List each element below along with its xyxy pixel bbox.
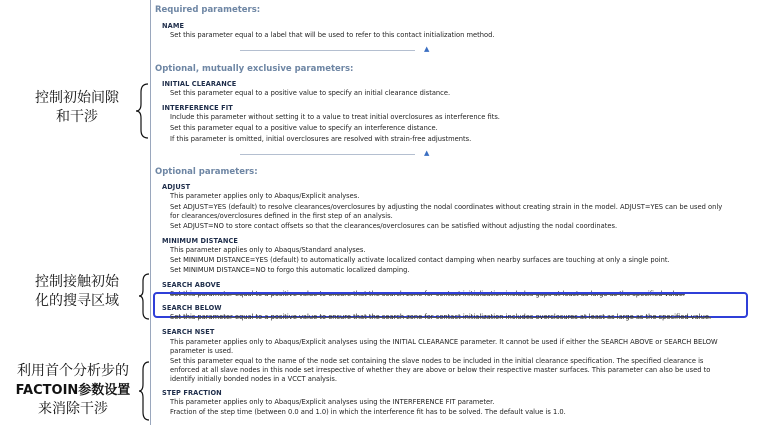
param-search-nset-line: Set this parameter equal to the name of the node set containing the slave nodes to be included in the initial clearance specification. The specified clearance is [170, 357, 704, 365]
param-search-nset-line: This parameter applies only to Abaqus/Explicit analyses using the INITIAL CLEARANCE parameter. It cannot be used if either the SEARCH ABOVE or SEARCH BELOW [170, 338, 718, 346]
param-step-fraction-label: STEP FRACTION [162, 389, 222, 397]
separator [240, 50, 415, 51]
annotation-factoin [6, 362, 140, 419]
param-adjust-label: ADJUST [162, 183, 191, 191]
param-interference-fit-label: INTERFERENCE FIT [162, 104, 233, 112]
param-adjust-line: Set ADJUST=YES (default) to resolve clearances/overclosures by adjusting the nodal coordinates without creating strain in the model. ADJUST=YES can be used only [170, 203, 723, 211]
param-search-above-label: SEARCH ABOVE [162, 281, 221, 289]
brace-icon [134, 82, 154, 142]
annotation-clearance [22, 89, 132, 127]
annotation-line: 和干涉 [56, 109, 98, 125]
brace-icon [137, 272, 153, 322]
brace-icon [137, 360, 153, 422]
param-step-fraction-line: Fraction of the step time (between 0.0 and 1.0) in which the interference fit has to be solved. The default value is 1.0. [170, 408, 566, 416]
annotation-line: 来消除干涉 [38, 401, 108, 417]
param-min-distance-line: Set MINIMUM DISTANCE=YES (default) to automatically activate localized contact damping when nearby surfaces are touching at only a single point. [170, 256, 670, 264]
param-initial-clearance-desc: Set this parameter equal to a positive value to specify an initial clearance distance. [170, 89, 451, 97]
annotation-line: 化的搜寻区域 [35, 293, 119, 309]
param-name-label: NAME [162, 22, 185, 30]
required-heading: Required parameters: [155, 5, 261, 15]
annotation-line: 控制初始间隙 [35, 90, 119, 106]
param-min-distance-line: Set MINIMUM DISTANCE=NO to forgo this automatic localized damping. [170, 266, 410, 274]
param-initial-clearance-label: INITIAL CLEARANCE [162, 80, 237, 88]
param-min-distance-label: MINIMUM DISTANCE [162, 237, 238, 245]
param-adjust-line: This parameter applies only to Abaqus/Explicit analyses. [170, 192, 360, 200]
param-search-nset-label: SEARCH NSET [162, 328, 215, 336]
param-search-below-desc: Set this parameter equal to a positive value to ensure that the search zone for contact initialization includes overclosures at least as large as the specified value. [170, 313, 712, 321]
optional-exclusive-heading: Optional, mutually exclusive parameters: [155, 64, 354, 74]
param-search-nset-line: identify initially bonded nodes in a VCCT analysis. [170, 375, 337, 383]
param-search-nset-line: parameter is used. [170, 347, 234, 355]
param-interference-fit-line: If this parameter is omitted, initial overclosures are resolved with strain-free adjustments. [170, 135, 472, 143]
separator [240, 154, 415, 155]
param-search-below-label: SEARCH BELOW [162, 304, 222, 312]
up-triangle-icon[interactable]: ▲ [424, 45, 430, 53]
param-interference-fit-line: Set this parameter equal to a positive value to specify an interference distance. [170, 124, 438, 132]
param-search-nset-line: enforced at all slave nodes in this node set irrespective of whether they are above or below their respective master surfaces. This parameter can also be used to [170, 366, 711, 374]
param-adjust-line: Set ADJUST=NO to store contact offsets so that the clearances/overclosures can be satisfied without adjusting the nodal coordinates. [170, 222, 618, 230]
annotation-search-zone [22, 273, 132, 311]
annotation-line: 利用首个分析步的 [17, 363, 129, 379]
param-step-fraction-line: This parameter applies only to Abaqus/Explicit analyses using the INTERFERENCE FIT parameter. [170, 398, 495, 406]
param-name-desc: Set this parameter equal to a label that will be used to refer to this contact initialization method. [170, 31, 495, 39]
up-triangle-icon[interactable]: ▲ [424, 149, 430, 157]
param-adjust-line: for clearances/overclosures defined in the first step of an analysis. [170, 212, 393, 220]
annotation-line: FACTOIN参数设置 [15, 383, 131, 398]
param-min-distance-line: This parameter applies only to Abaqus/Standard analyses. [170, 246, 366, 254]
optional-heading: Optional parameters: [155, 167, 258, 177]
param-search-above-desc: Set this parameter equal to a positive value to ensure that the search zone for contact initialization includes gaps at least as large as the specified value. [170, 290, 685, 298]
param-interference-fit-line: Include this parameter without setting it to a value to treat initial overclosures as interference fits. [170, 113, 500, 121]
annotation-line: 控制接触初始 [35, 274, 119, 290]
